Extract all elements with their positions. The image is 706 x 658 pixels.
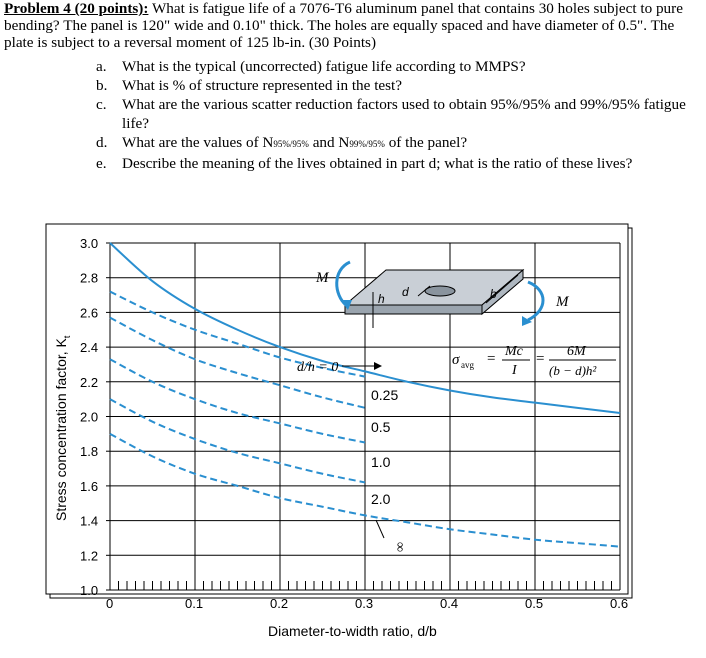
x-tick-label: 0.6 (610, 596, 629, 611)
question-text: What is the typical (uncorrected) fatigue life according to MMPS? (122, 58, 526, 75)
curve-label-0: d/h = 0 (297, 360, 339, 375)
x-tick-label: 0.3 (355, 596, 374, 611)
curve-label-05: 0.5 (371, 419, 391, 435)
moment-label-right: M (556, 294, 569, 310)
y-tick-label: 3.0 (80, 236, 99, 251)
question-text-pre: What are the values of N (122, 134, 274, 151)
formula-equals: = (487, 351, 496, 367)
h-label: h (378, 292, 385, 306)
x-axis-title: Diameter-to-width ratio, d/b (268, 623, 437, 639)
y-tick-label: 1.4 (80, 513, 99, 529)
formula-mc: Mc (505, 344, 523, 359)
y-tick-label: 2.6 (80, 305, 99, 321)
d-label: d (402, 285, 409, 299)
y-tick-label: 1.0 (80, 583, 99, 598)
x-tick-label: 0 (106, 596, 114, 611)
moment-label-left: M (316, 270, 329, 286)
question-label: a. (96, 58, 107, 75)
question-label: b. (96, 77, 108, 94)
question-label: c. (96, 96, 107, 113)
y-tick-label: 1.6 (80, 478, 99, 494)
question-text-mid: and N (308, 134, 350, 151)
formula-equals: = (536, 351, 545, 367)
question-text: Describe the meaning of the lives obtained in part d; what is the ratio of these lives? (122, 155, 633, 172)
formula-i: I (512, 363, 517, 378)
hole-icon (425, 286, 455, 296)
y-tick-label: 1.2 (80, 548, 99, 564)
question-text-post: of the panel? (384, 134, 468, 151)
problem-text: What is fatigue life of a 7076-T6 aluminum panel that contains 30 holes subject to pure bending? The panel is 120" wide and 0.10" thick. The holes are equally spaced and have diameter of 0.5". The plate is subject to a reversal moment of 125 lb-in. (30 Points) (4, 0, 683, 51)
y-tick-label: 2.0 (80, 409, 99, 425)
question-text: What are the various scatter reduction factors used to obtain 95%/95% and 99%/95% fatigue life? (122, 96, 686, 132)
y-tick-label: 2.4 (80, 340, 99, 356)
x-tick-label: 0.5 (525, 596, 544, 611)
x-tick-label: 0.1 (185, 596, 204, 611)
b-label: b (490, 287, 497, 301)
y-tick-label: 1.8 (80, 444, 99, 460)
plate-front (345, 305, 482, 314)
curve-label-10: 1.0 (371, 454, 391, 470)
x-tick-label: 0.4 (440, 596, 459, 611)
y-tick-label: 2.8 (80, 270, 99, 286)
subscript-99-95: 99%/95% (349, 139, 385, 149)
y-tick-label: 2.2 (80, 374, 99, 390)
subscript-95-95: 95%/95% (273, 139, 309, 149)
sigma-symbol: σ (452, 352, 460, 368)
question-text: What is % of structure represented in the test? (122, 77, 403, 94)
curve-label-025: 0.25 (371, 387, 399, 403)
y-axis-title-subscript: t (62, 335, 72, 339)
question-label: e. (96, 155, 107, 172)
y-axis-title-text: Stress concentration factor, K (53, 338, 69, 521)
curve-label-infinity: ∞ (392, 542, 407, 552)
formula-denominator: (b − d)h² (549, 363, 597, 378)
x-tick-label: 0.2 (270, 596, 289, 611)
problem-heading: Problem 4 (20 points): (4, 0, 149, 17)
curve-label-20: 2.0 (371, 491, 391, 507)
formula-6m: 6M (567, 344, 586, 359)
sigma-subscript: avg (461, 360, 474, 370)
question-label: d. (96, 134, 108, 151)
